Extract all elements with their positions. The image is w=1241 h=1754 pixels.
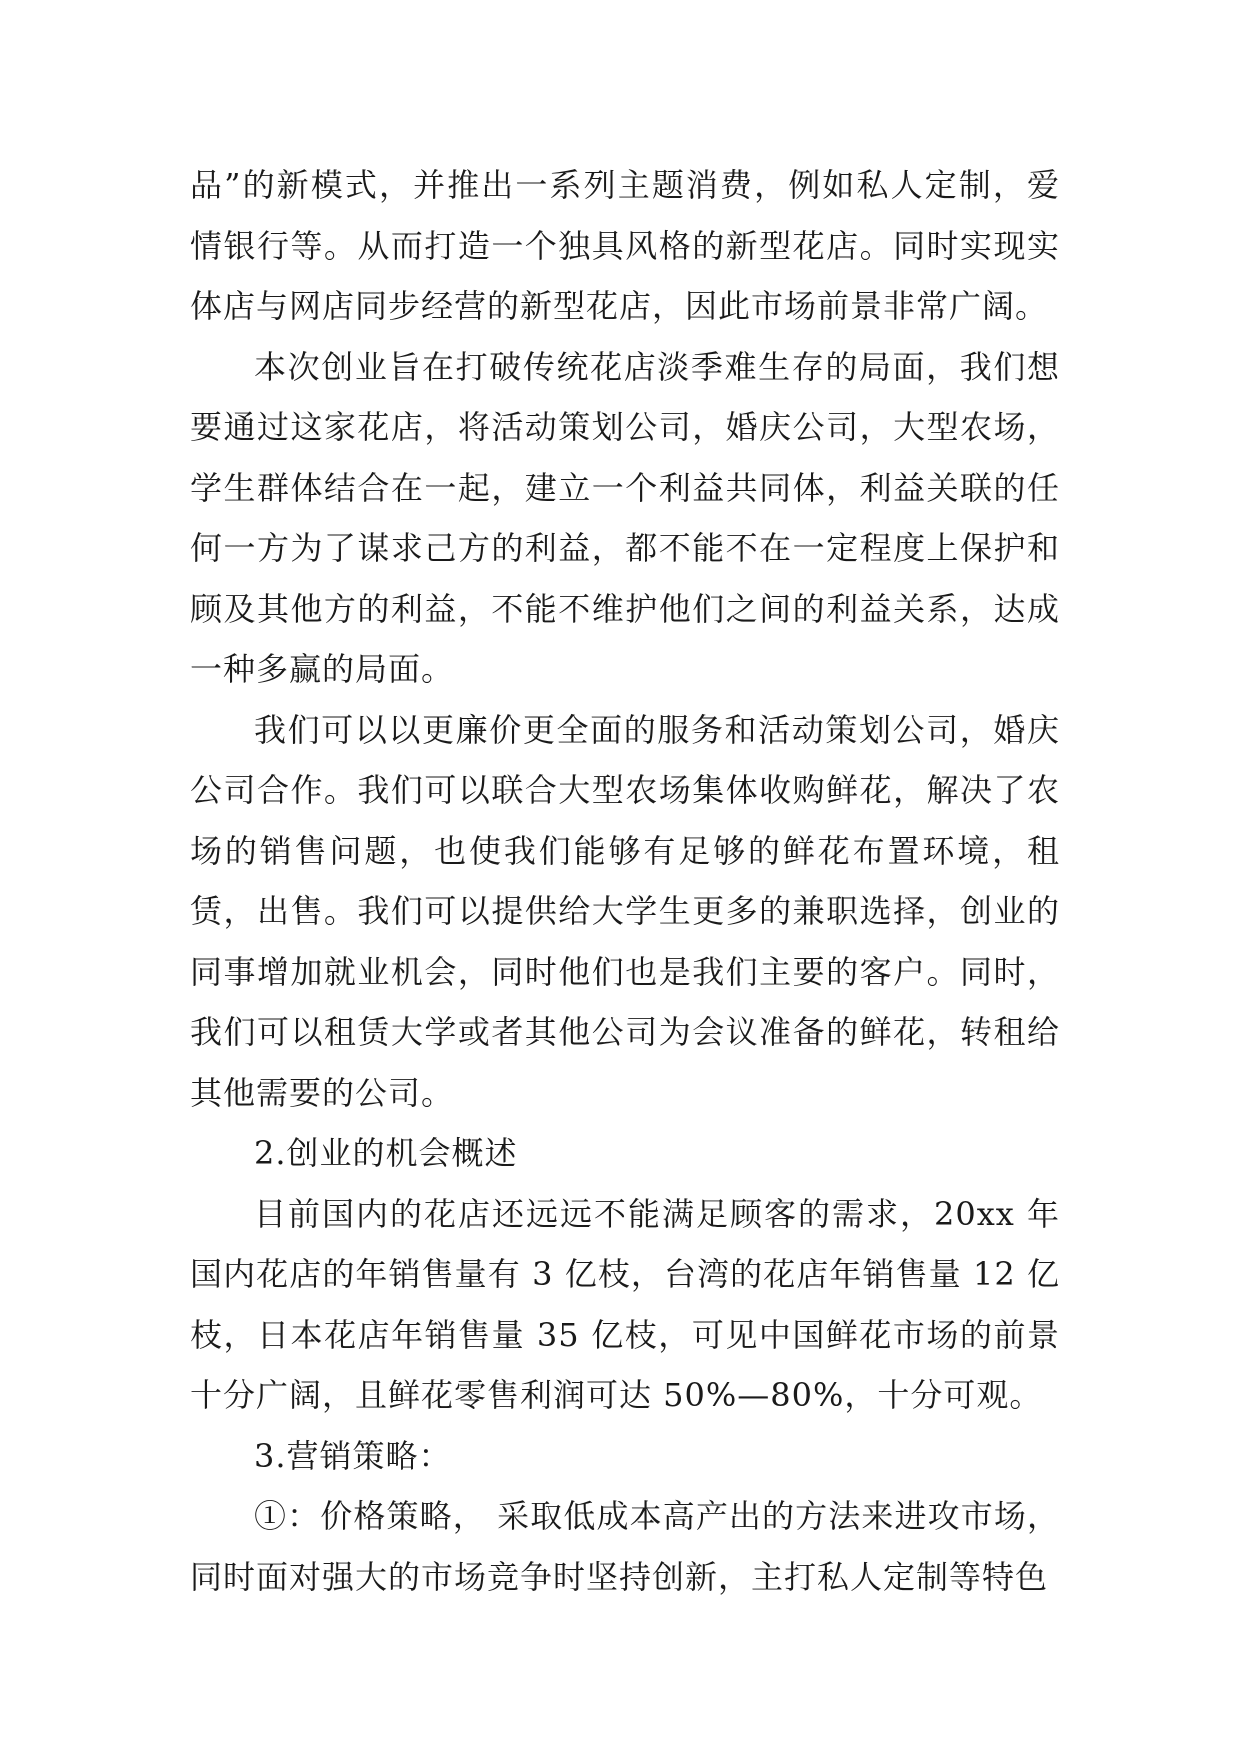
paragraph-business-goal: 本次创业旨在打破传统花店淡季难生存的局面，我们想要通过这家花店，将活动策划公司，婚庆公司，大型农场，学生群体结合在一起，建立一个利益共同体，利益关联的任何一方为了谋求己方的利益，都不能不在一定程度上保护和顾及其他方的利益，不能不维护他们之间的利益关系，达成一种多赢的局面。 (190, 347, 1060, 688)
paragraph-pricing-strategy: ①：价格策略， 采取低成本高产出的方法来进攻市场，同时面对强大的市场竞争时坚持创新，主打私人定制等特色 (190, 1497, 1060, 1596)
paragraph-cooperation: 我们可以以更廉价更全面的服务和活动策划公司，婚庆公司合作。我们可以联合大型农场集体收购鲜花，解决了农场的销售问题，也使我们能够有足够的鲜花布置环境，租赁，出售。我们可以提供给大学生更多的兼职选择，创业的同事增加就业机会，同时他们也是我们主要的客户。同时，我们可以租赁大学或者其他公司为会议准备的鲜花，转租给其他需要的公司。 (190, 710, 1060, 1112)
paragraph-continuation: 品”的新模式，并推出一系列主题消费，例如私人定制，爱情银行等。从而打造一个独具风格的新型花店。同时实现实体店与网店同步经营的新型花店，因此市场前景非常广阔。 (190, 166, 1060, 325)
section-heading-marketing: 3.营销策略： (254, 1436, 452, 1475)
paragraph-market-data: 目前国内的花店还远远不能满足顾客的需求，20xx 年国内花店的年销售量有 3 亿枝，台湾的花店年销售量 12 亿枝，日本花店年销售量 35 亿枝，可见中国鲜花市场的前景十分广阔，且鲜花零售利润可达 50%—80%，十分可观。 (190, 1194, 1060, 1414)
section-heading-opportunity: 2.创业的机会概述 (254, 1134, 518, 1172)
document-body (190, 155, 1060, 1607)
